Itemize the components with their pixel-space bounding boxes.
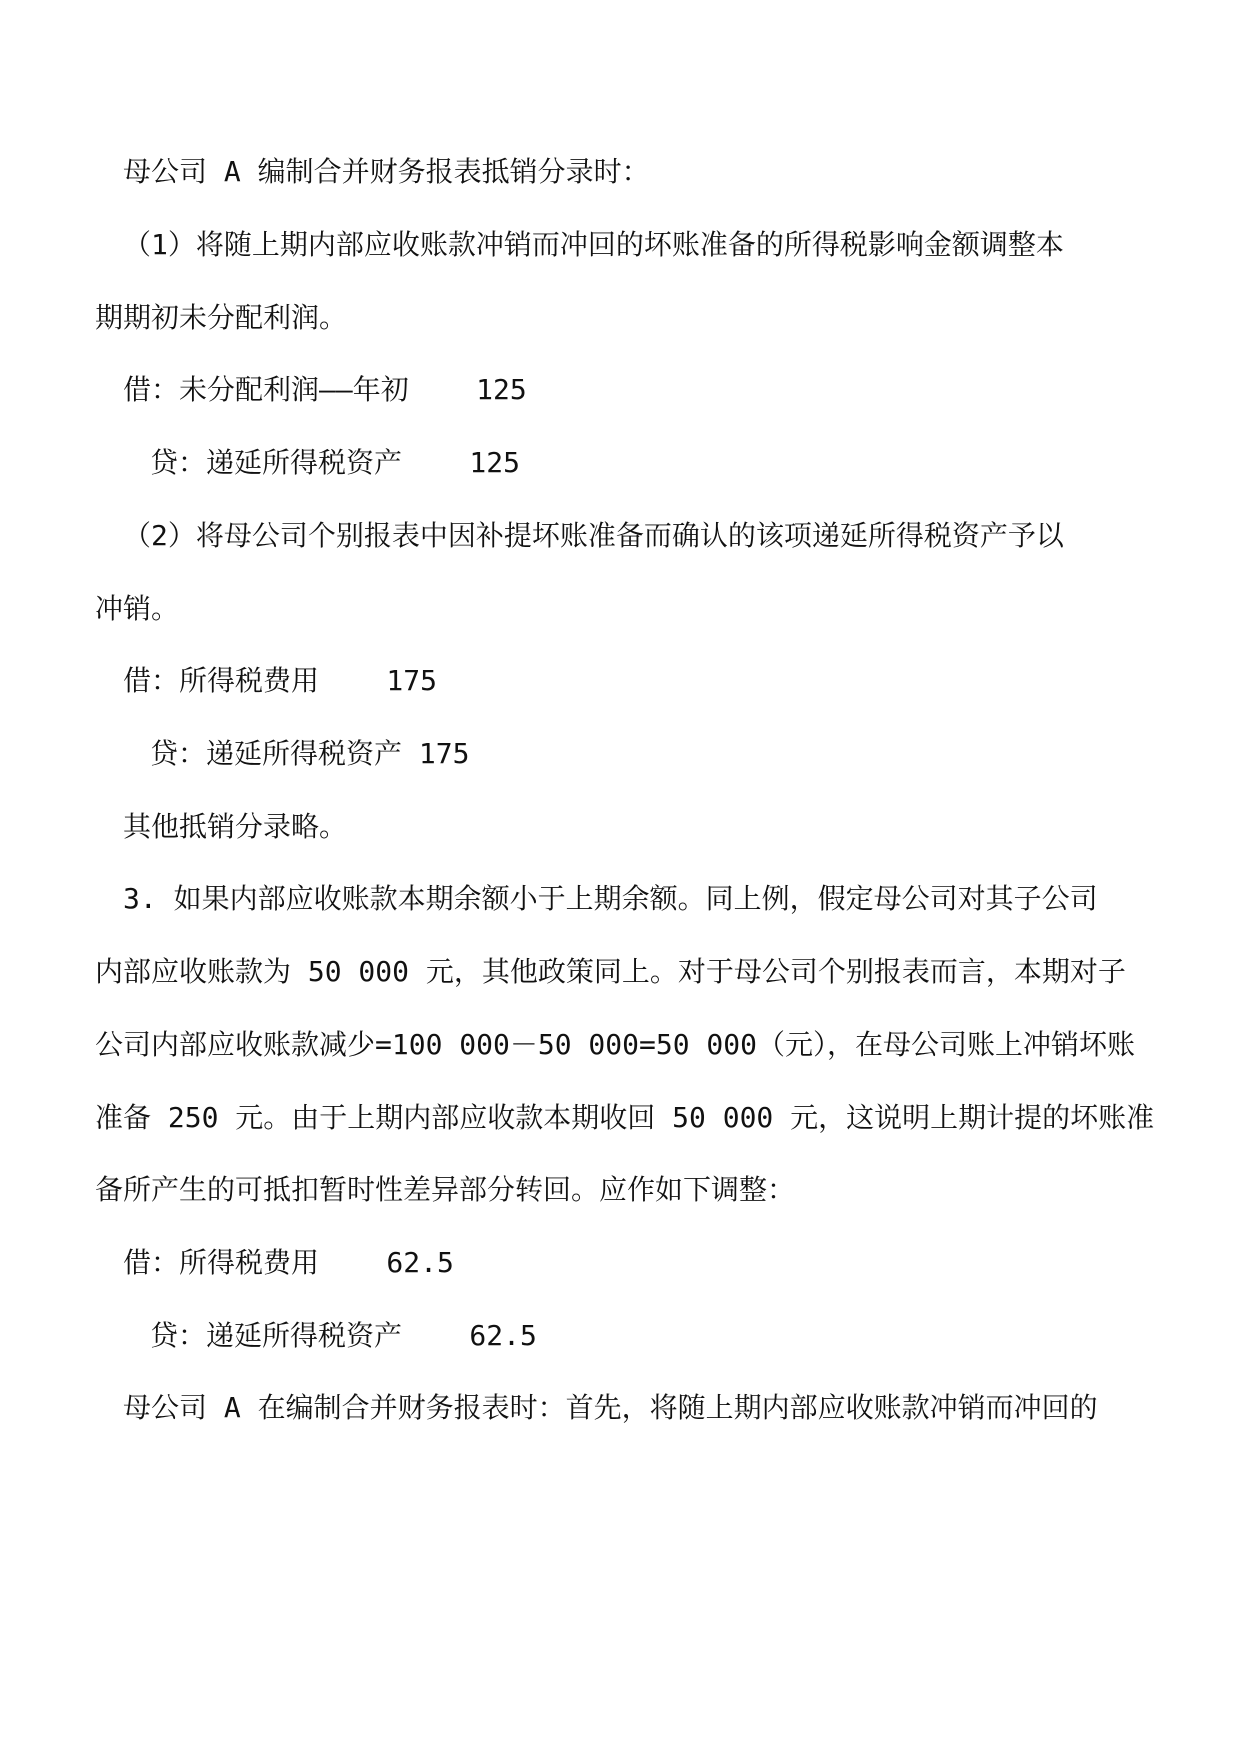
credit-entry-3: 贷：递延所得税资产 62.5 [150, 1319, 537, 1352]
case3-line-5: 备所产生的可抵扣暂时性差异部分转回。应作如下调整： [95, 1173, 796, 1206]
step1-line-1: （1）将随上期内部应收账款冲销而冲回的坏账准备的所得税影响金额调整本 [123, 228, 1064, 261]
intro-line: 母公司 A 编制合并财务报表抵销分录时： [123, 155, 650, 188]
case3-line-4: 准备 250 元。由于上期内部应收款本期收回 50 000 元，这说明上期计提的坏账准 [95, 1101, 1155, 1134]
debit-entry-1: 借：未分配利润——年初 125 [123, 373, 527, 406]
other-entries-line: 其他抵销分录略。 [123, 810, 348, 843]
case3-line-1: 3. 如果内部应收账款本期余额小于上期余额。同上例，假定母公司对其子公司 [123, 882, 1098, 915]
credit-entry-1: 贷：递延所得税资产 125 [150, 446, 521, 479]
debit-entry-3: 借：所得税费用 62.5 [123, 1246, 454, 1279]
step2-line-2: 冲销。 [95, 592, 180, 625]
debit-entry-2: 借：所得税费用 175 [123, 664, 438, 697]
case3-line-3: 公司内部应收账款减少=100 000－50 000=50 000（元），在母公司账上冲销坏账 [95, 1028, 1136, 1061]
step2-line-1: （2）将母公司个别报表中因补提坏账准备而确认的该项递延所得税资产予以 [123, 519, 1064, 552]
final-line: 母公司 A 在编制合并财务报表时：首先，将随上期内部应收账款冲销而冲回的 [123, 1391, 1098, 1424]
credit-entry-2: 贷：递延所得税资产 175 [150, 737, 470, 770]
step1-line-2: 期期初未分配利润。 [95, 301, 348, 334]
case3-line-2: 内部应收账款为 50 000 元，其他政策同上。对于母公司个别报表而言，本期对子 [95, 955, 1126, 988]
